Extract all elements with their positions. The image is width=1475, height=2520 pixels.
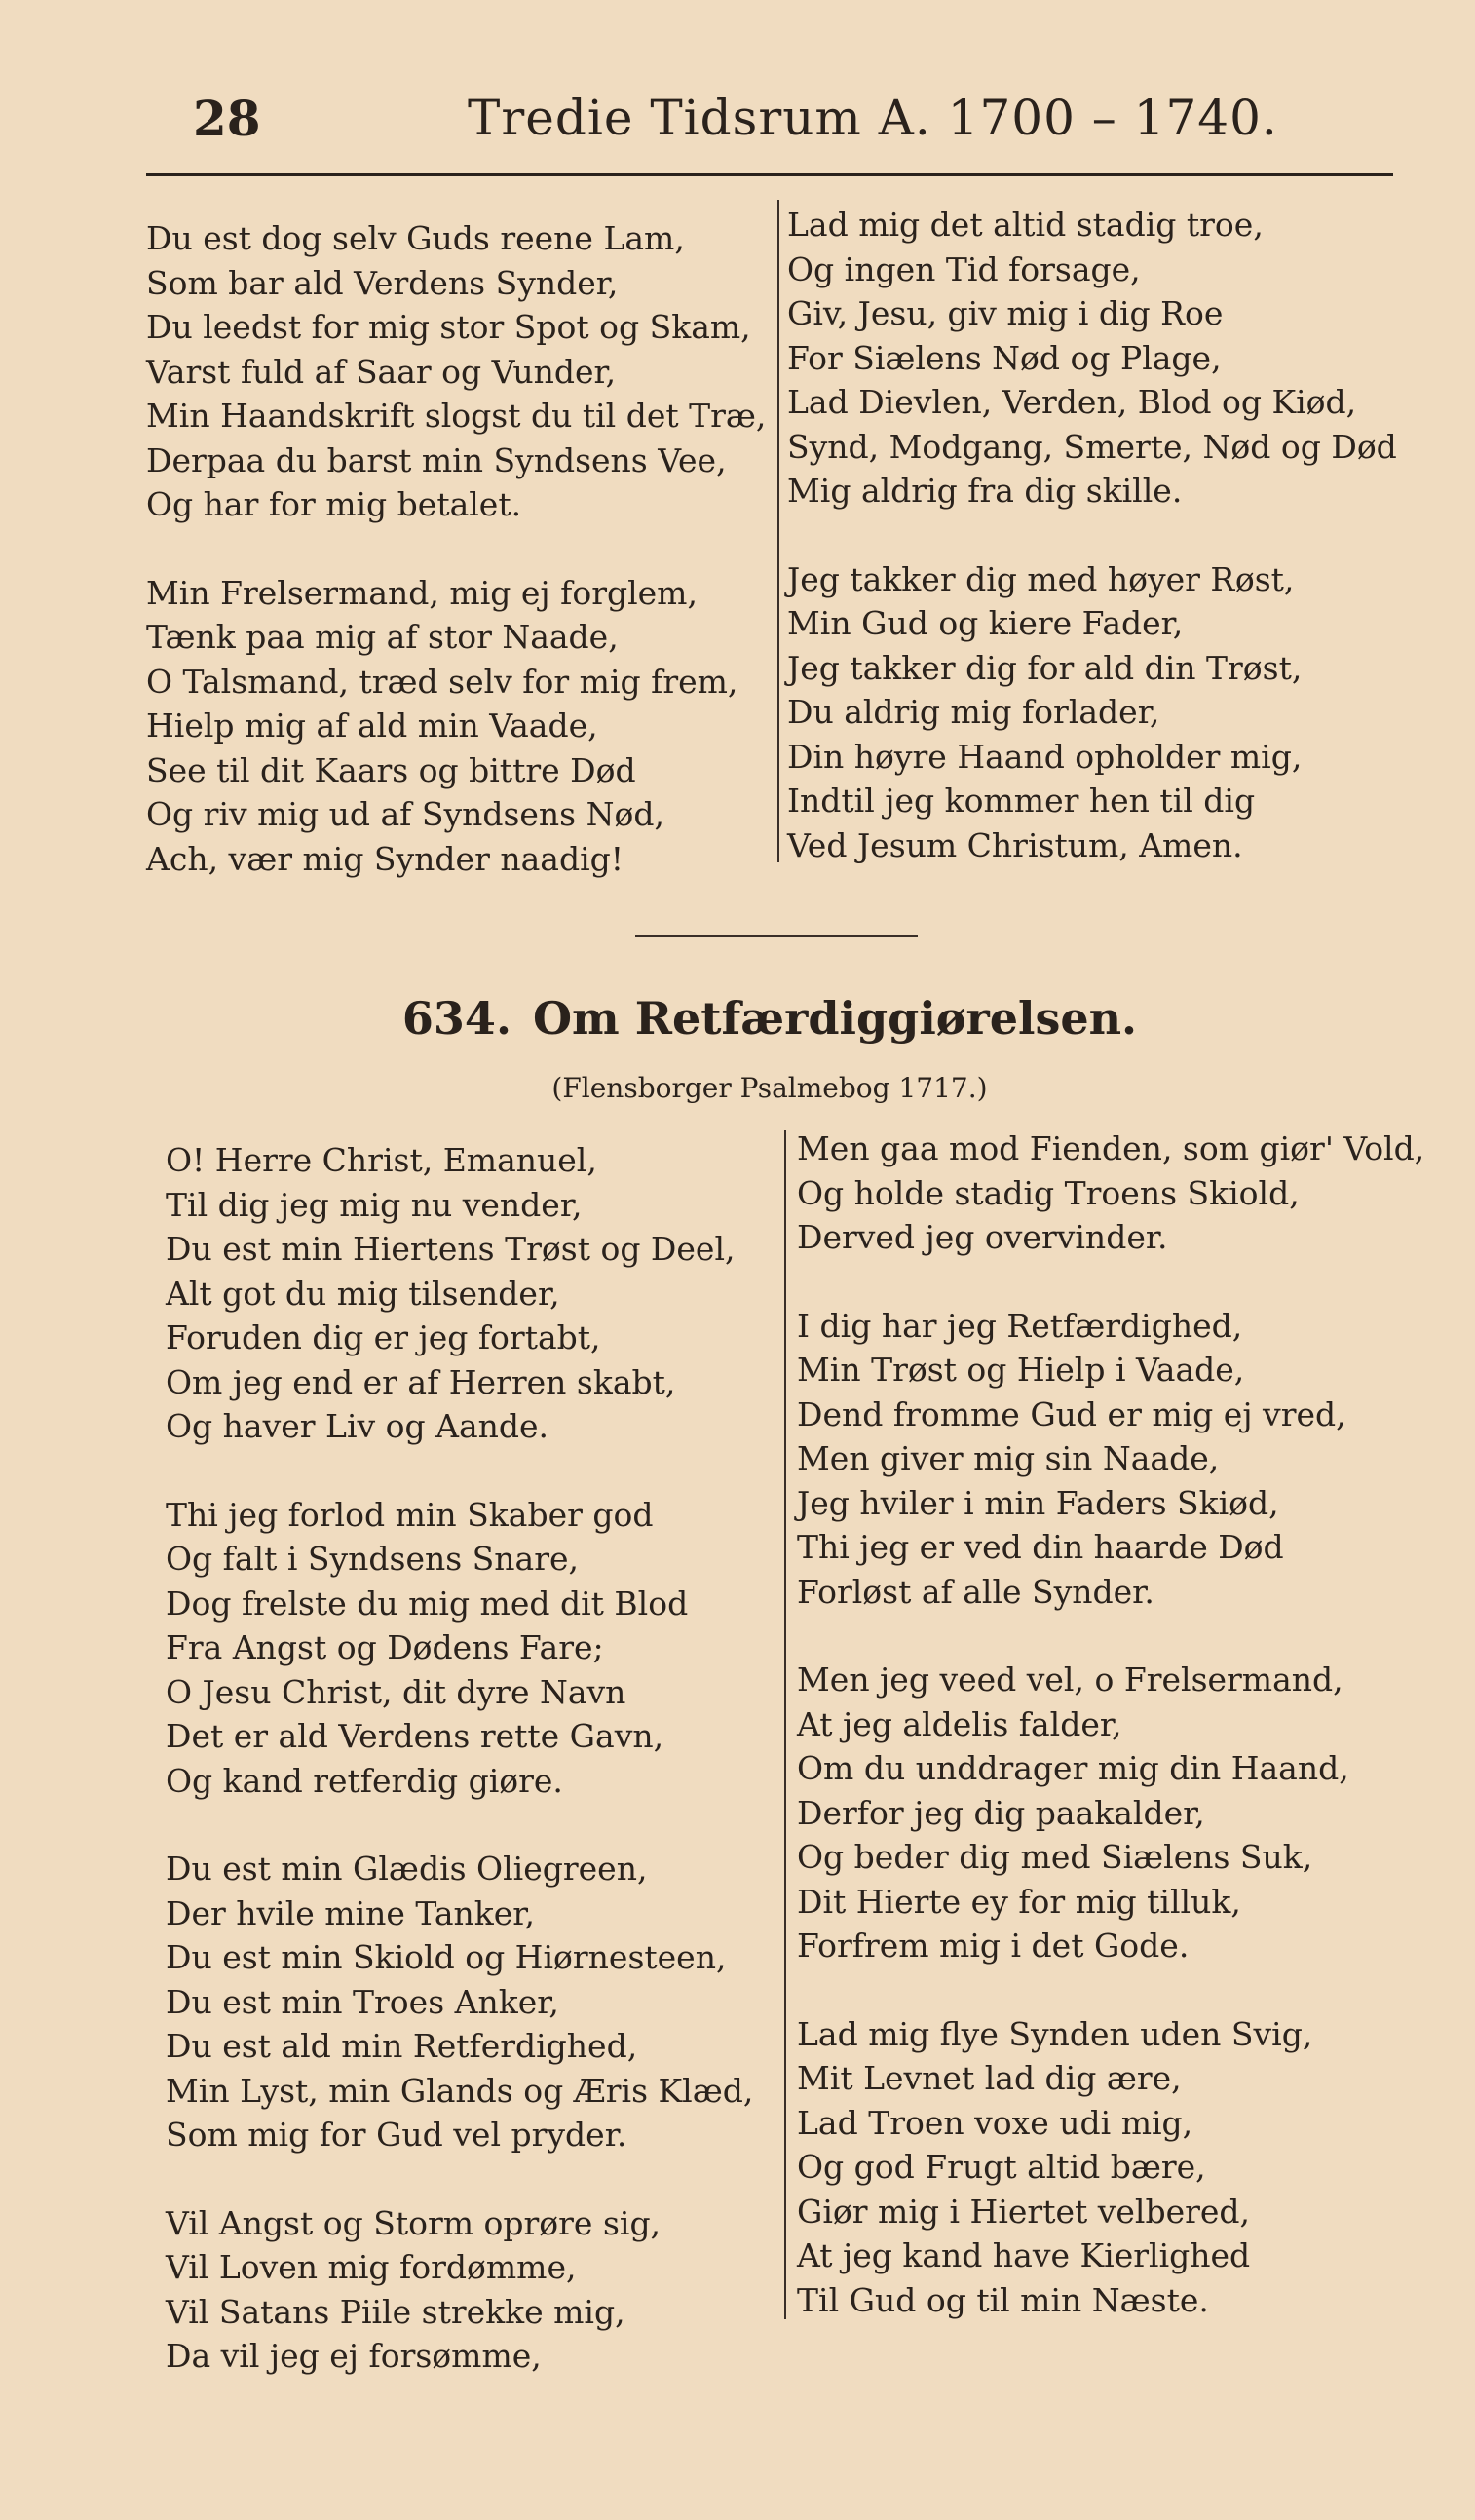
top-left-column [146, 216, 766, 925]
verse-line: Forløst af alle Synder. [797, 1572, 1154, 1611]
hymn-separator-rule [635, 935, 918, 937]
hymn-heading [146, 992, 1393, 1045]
verse-line: Det er ald Verdens rette Gavn, [166, 1717, 664, 1755]
verse-line: Jeg hviler i min Faders Skiød, [797, 1483, 1279, 1522]
verse-line: Lad Troen voxe udi mig, [797, 2103, 1193, 2142]
hymn-left-column [166, 1138, 753, 2423]
verse-line: Og riv mig ud af Syndsens Nød, [146, 795, 664, 833]
stanza [166, 2201, 753, 2379]
stanza [166, 1493, 753, 1804]
stanza [787, 203, 1397, 514]
verse-line: Der hvile mine Tanker, [166, 1893, 535, 1932]
verse-line: Men jeg veed vel, o Frelsermand, [797, 1661, 1343, 1699]
verse-line: Du leedst for mig stor Spot og Skam, [146, 308, 751, 346]
stanza [797, 2012, 1424, 2323]
verse-line: Lad mig flye Synden uden Svig, [797, 2014, 1313, 2053]
verse-line: Synd, Modgang, Smerte, Nød og Død [787, 427, 1397, 466]
verse-line: Foruden dig er jeg fortabt, [166, 1318, 601, 1356]
verse-line: Du est ald min Retferdighed, [166, 2027, 638, 2065]
page-number: 28 [193, 90, 261, 147]
verse-line: O Jesu Christ, dit dyre Navn [166, 1672, 626, 1711]
verse-line: Din høyre Haand opholder mig, [787, 737, 1303, 776]
stanza [787, 557, 1397, 868]
verse-line: Min Gud og kiere Fader, [787, 604, 1184, 642]
verse-line: Thi jeg forlod min Skaber god [166, 1495, 654, 1534]
verse-line: Derfor jeg dig paakalder, [797, 1793, 1205, 1832]
verse-line: Giv, Jesu, giv mig i dig Roe [787, 294, 1224, 332]
verse-line: Derpaa du barst min Syndsens Vee, [146, 440, 727, 479]
verse-line: For Siælens Nød og Plage, [787, 338, 1222, 377]
stanza [797, 1126, 1424, 1260]
verse-line: At jeg aldelis falder, [797, 1704, 1122, 1743]
verse-line: Du aldrig mig forlader, [787, 693, 1160, 731]
verse-line: Fra Angst og Dødens Fare; [166, 1628, 604, 1666]
verse-line: O Talsmand, træd selv for mig frem, [146, 662, 738, 701]
verse-line: Som mig for Gud vel pryder. [166, 2116, 627, 2154]
verse-line: At jeg kand have Kierlighed [797, 2236, 1251, 2274]
hymn-number: 634. [401, 992, 511, 1045]
verse-line: Min Trøst og Hielp i Vaade, [797, 1351, 1245, 1389]
verse-line: Om du unddrager mig din Haand, [797, 1749, 1349, 1787]
top-column-divider [777, 200, 779, 862]
verse-line: Da vil jeg ej forsømme, [166, 2337, 542, 2375]
verse-line: Jeg takker dig for ald din Trøst, [787, 648, 1303, 687]
verse-line: Min Haandskrift slogst du til det Træ, [146, 397, 767, 435]
verse-line: Men gaa mod Fienden, som giør' Vold, [797, 1129, 1425, 1167]
verse-line: Varst fuld af Saar og Vunder, [146, 352, 617, 391]
verse-line: Jeg takker dig med høyer Røst, [787, 559, 1295, 598]
verse-line: Lad mig det altid stadig troe, [787, 206, 1264, 244]
verse-line: Forfrem mig i det Gode. [797, 1927, 1190, 1965]
verse-line: Vil Angst og Storm oprøre sig, [166, 2203, 662, 2242]
verse-line: Mit Levnet lad dig ære, [797, 2059, 1182, 2097]
verse-line: Du est min Troes Anker, [166, 1982, 559, 2021]
stanza [146, 216, 766, 527]
header-rule [146, 173, 1393, 176]
verse-line: Vil Satans Piile strekke mig, [166, 2292, 625, 2331]
verse-line: Og kand retferdig giøre. [166, 1761, 563, 1800]
verse-line: Om jeg end er af Herren skabt, [166, 1362, 676, 1401]
stanza [797, 1304, 1424, 1615]
stanza [166, 1847, 753, 2157]
verse-line: Dend fromme Gud er mig ej vred, [797, 1394, 1346, 1433]
stanza [146, 571, 766, 882]
verse-line: Du est min Glædis Oliegreen, [166, 1850, 648, 1888]
verse-line: Du est dog selv Guds reene Lam, [146, 219, 685, 257]
verse-line: Ach, vær mig Synder naadig! [146, 839, 624, 878]
verse-line: Alt got du mig tilsender, [166, 1274, 560, 1313]
verse-line: Giør mig i Hiertet velbered, [797, 2192, 1251, 2231]
verse-line: Og god Frugt altid bære, [797, 2148, 1206, 2186]
verse-line: Dit Hierte ey for mig tilluk, [797, 1882, 1241, 1921]
verse-line: See til dit Kaars og bittre Død [146, 750, 636, 789]
verse-line: Og falt i Syndsens Snare, [166, 1540, 580, 1578]
verse-line: Du est min Skiold og Hiørnesteen, [166, 1938, 727, 1976]
verse-line: Som bar ald Verdens Synder, [146, 263, 619, 302]
top-right-column [787, 203, 1397, 911]
verse-line: O! Herre Christ, Emanuel, [166, 1141, 597, 1179]
verse-line: Indtil jeg kommer hen til dig [787, 782, 1256, 820]
running-title: Tredie Tidsrum A. 1700 – 1740. [468, 90, 1278, 146]
verse-line: Tænk paa mig af stor Naade, [146, 618, 619, 656]
verse-line: Vil Loven mig fordømme, [166, 2248, 577, 2286]
verse-line: Ved Jesum Christum, Amen. [787, 825, 1243, 864]
verse-line: Mig aldrig fra dig skille. [787, 472, 1183, 510]
verse-line: Du est min Hiertens Trøst og Deel, [166, 1230, 736, 1268]
verse-line: Min Lyst, min Glands og Æris Klæd, [166, 2071, 754, 2110]
verse-line: Til Gud og til min Næste. [797, 2280, 1209, 2319]
verse-line: Og haver Liv og Aande. [166, 1407, 549, 1445]
hymn-right-column [797, 1126, 1424, 2366]
verse-line: Og har for mig betalet. [146, 485, 522, 523]
stanza [166, 1138, 753, 1449]
verse-line: Lad Dievlen, Verden, Blod og Kiød, [787, 383, 1357, 421]
hymn-title: Om Retfærdiggiørelsen. [532, 992, 1138, 1045]
page-header [146, 78, 1393, 156]
verse-line: Til dig jeg mig nu vender, [166, 1185, 583, 1224]
hymn-column-divider [784, 1130, 786, 2319]
verse-line: Og beder dig med Siælens Suk, [797, 1838, 1313, 1876]
verse-line: Min Frelsermand, mig ej forglem, [146, 573, 698, 612]
verse-line: Hielp mig af ald min Vaade, [146, 706, 598, 745]
verse-line: Derved jeg overvinder. [797, 1218, 1168, 1256]
stanza [797, 1658, 1424, 1968]
verse-line: Og ingen Tid forsage, [787, 249, 1141, 288]
verse-line: I dig har jeg Retfærdighed, [797, 1306, 1243, 1345]
verse-line: Dog frelste du mig med dit Blod [166, 1584, 689, 1623]
verse-line: Men giver mig sin Naade, [797, 1439, 1220, 1477]
verse-line: Thi jeg er ved din haarde Død [797, 1528, 1284, 1566]
verse-line: Og holde stadig Troens Skiold, [797, 1173, 1300, 1212]
hymn-source: (Flensborger Psalmebog 1717.) [551, 1072, 988, 1104]
